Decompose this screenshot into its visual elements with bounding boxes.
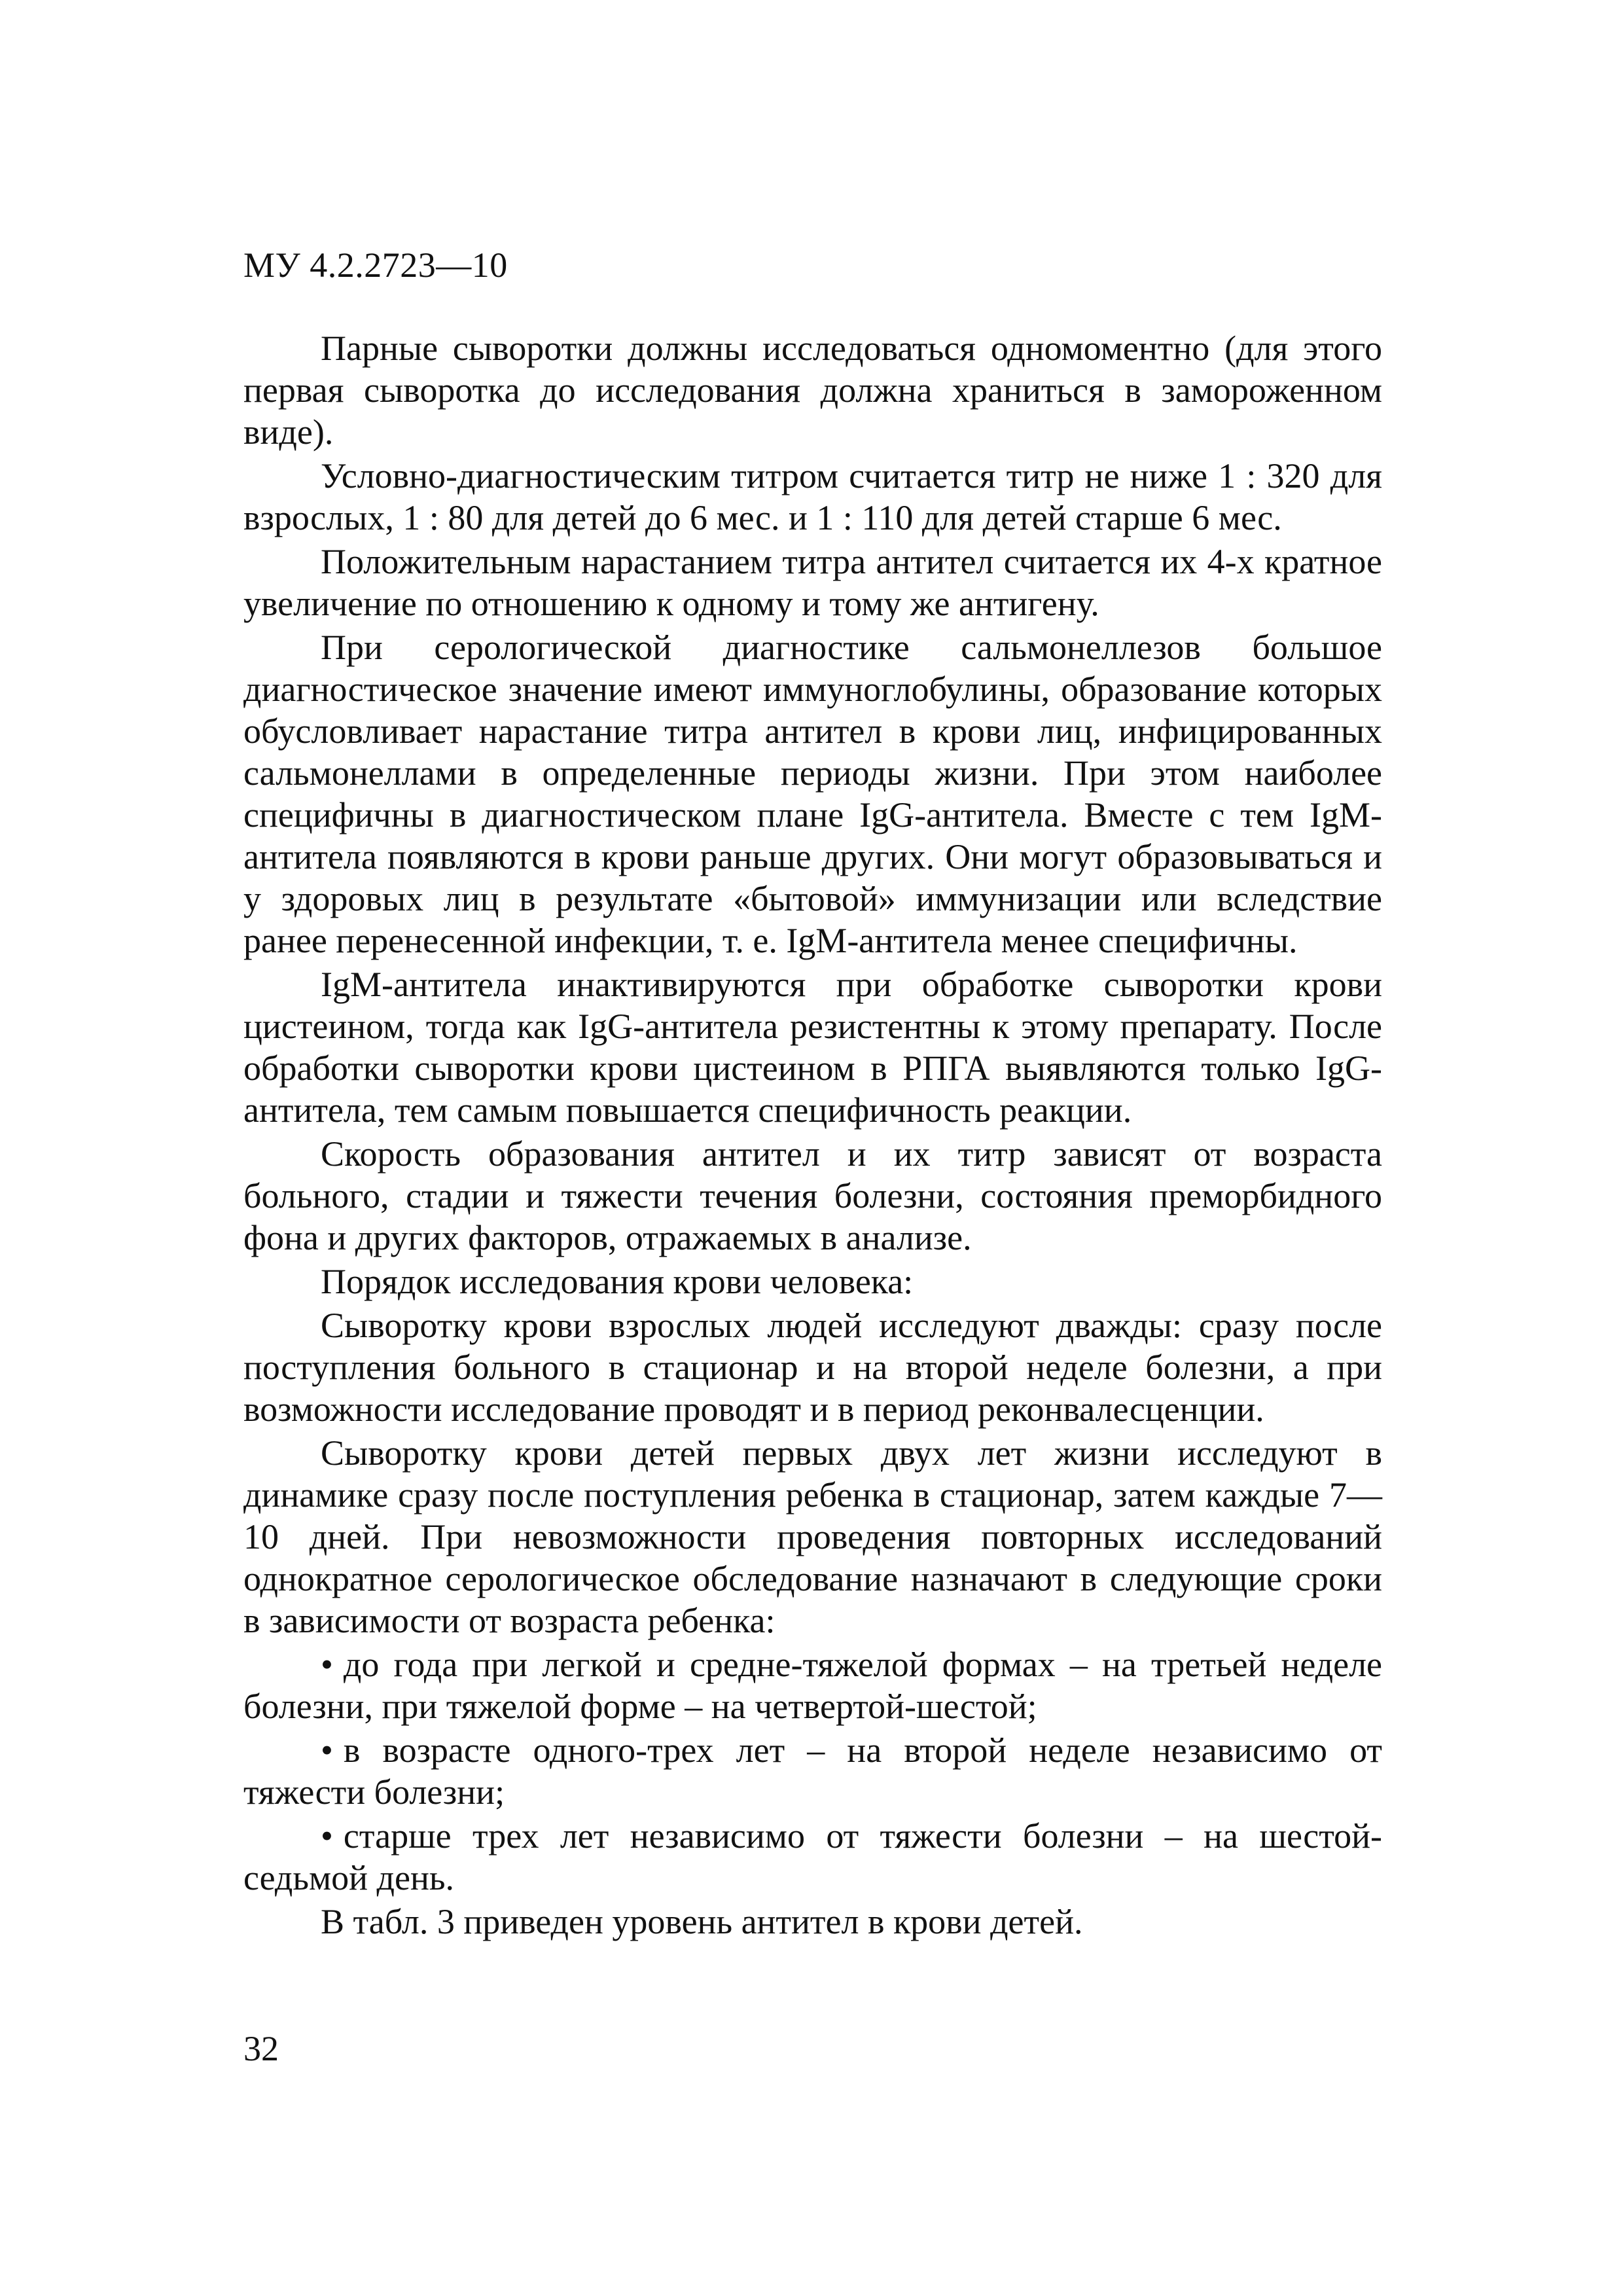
bullet-item: [243, 1815, 1382, 1899]
paragraph-table-reference: В табл. 3 приведен уровень антител в крови детей.: [321, 1902, 1083, 1941]
paragraph-diagnostic-titer: Условно-диагностическим титром считается титр не ниже 1 : 320 для взрослых, 1 : 80 для детей до 6 мес. и 1 : 110 для детей старше 6 мес.: [243, 456, 1382, 537]
paragraph-adult-serum: Сыворотку крови взрослых людей исследуют дважды: сразу после поступления больного в стационар и на второй неделе болезни, а при возможности исследование проводят и в период реконвалесценции.: [243, 1306, 1382, 1429]
bullet-item: [243, 1643, 1382, 1727]
bullet-item: [243, 1729, 1382, 1813]
bullet-icon: •: [321, 1816, 333, 1856]
bullet-icon: •: [321, 1645, 333, 1684]
bullet-text: до года при легкой и средне-тяжелой формах – на третьей неделе болезни, при тяжелой форме – на четвертой-шестой;: [243, 1645, 1382, 1726]
body-text: [243, 327, 1382, 1945]
paragraph-immunoglobulins: При серологической диагностике сальмонеллезов большое диагностическое значение имеют иммуноглобулины, образование которых обусловливает нарастание титра антител в крови лиц, инфицированных сальмонеллами в определенные периоды жизни. При этом наиболее специфичны в диагностическом плане IgG-антитела. Вместе с тем IgM-антитела появляются в крови раньше других. Они могут образовываться и у здоровых лиц в результате «бытовой» иммунизации или вследствие ранее перенесенной инфекции, т. е. IgM-антитела менее специфичны.: [243, 628, 1382, 960]
paragraph-paired-sera: Парные сыворотки должны исследоваться одномоментно (для этого первая сыворотка до исследования должна храниться в замороженном виде).: [243, 329, 1382, 452]
paragraph-titer-increase: Положительным нарастанием титра антител считается их 4-х кратное увеличение по отношению к одному и тому же антигену.: [243, 542, 1382, 623]
paragraph-child-serum: Сыворотку крови детей первых двух лет жизни исследуют в динамике сразу после поступления ребенка в стационар, затем каждые 7—10 дней. При невозможности проведения повторных исследований однократное серологическое обследование назначают в следующие сроки в зависимости от возраста ребенка:: [243, 1433, 1382, 1640]
bullet-text: в возрасте одного-трех лет – на второй неделе независимо от тяжести болезни;: [243, 1731, 1382, 1812]
running-header: МУ 4.2.2723—10: [243, 245, 508, 285]
paragraph-igm-inactivation: IgM-антитела инактивируются при обработке сыворотки крови цистеином, тогда как IgG-антитела резистентны к этому препарату. После обработки сыворотки крови цистеином в РПГА выявляются только IgG-антитела, тем самым повышается специфичность реакции.: [243, 965, 1382, 1130]
bullet-icon: •: [321, 1731, 333, 1770]
paragraph-antibody-rate: Скорость образования антител и их титр зависят от возраста больного, стадии и тяжести течения болезни, состояния преморбидного фона и других факторов, отражаемых в анализе.: [243, 1134, 1382, 1257]
page-number: 32: [243, 2029, 279, 2068]
bullet-text: старше трех лет независимо от тяжести болезни – на шестой-седьмой день.: [243, 1816, 1382, 1897]
paragraph-procedure-heading: Порядок исследования крови человека:: [321, 1262, 914, 1301]
